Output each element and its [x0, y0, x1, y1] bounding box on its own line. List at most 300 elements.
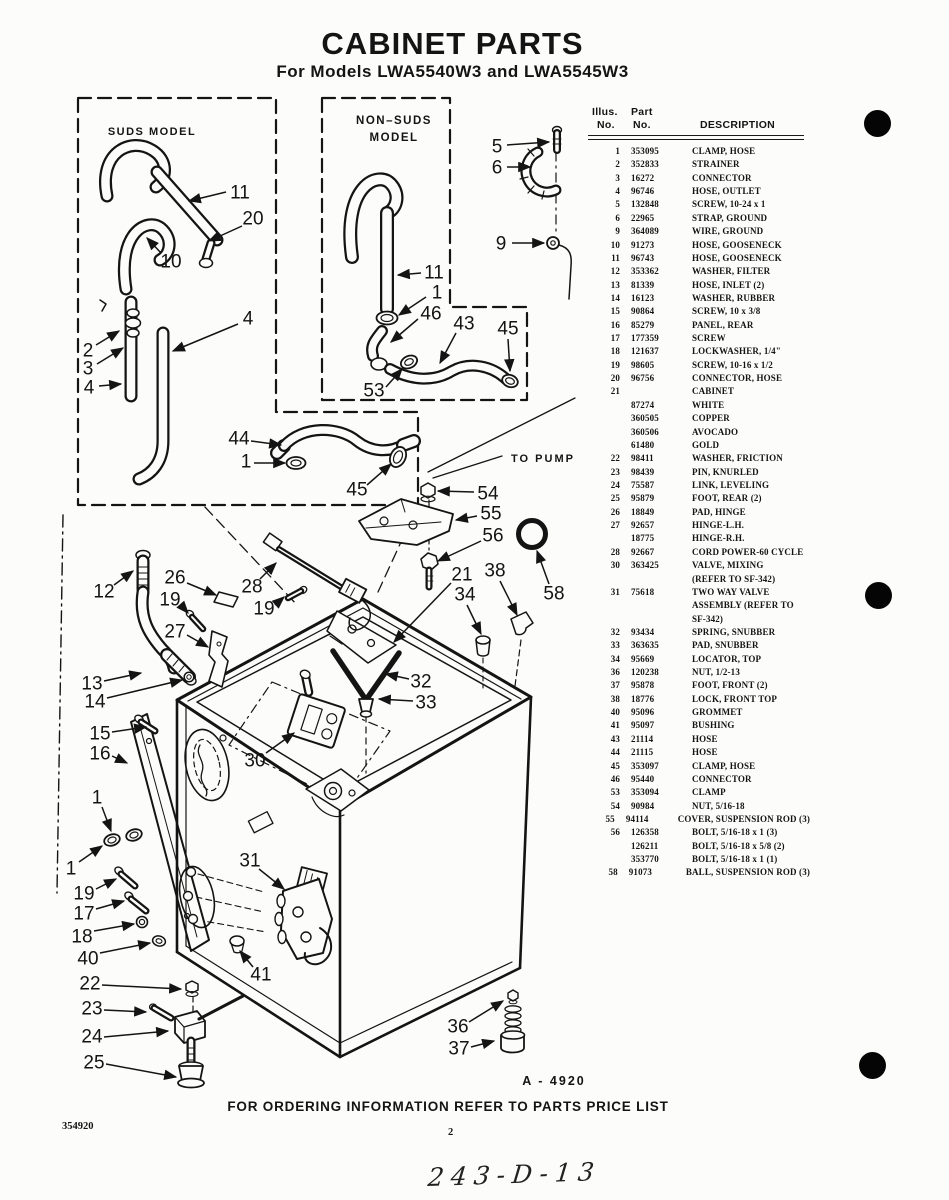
part-no-cell: 21114 — [631, 733, 654, 744]
illus-no-cell: 37 — [610, 680, 620, 691]
description-cell: CLAMP — [692, 787, 726, 798]
illus-no-cell: 3 — [615, 172, 620, 183]
parts-row — [588, 626, 810, 639]
illus-no-cell: 32 — [610, 626, 620, 637]
tube-inner — [403, 441, 414, 445]
callout-leader-1 — [102, 807, 111, 831]
parts-row — [588, 426, 810, 439]
callout-leader-24 — [104, 1031, 168, 1037]
callout-leader-22 — [102, 985, 181, 989]
callout-number-21: 21 — [451, 564, 473, 586]
description-cell: BOLT, 5/16-18 x 1 (3) — [692, 827, 778, 838]
page-number: 2 — [448, 1127, 454, 1138]
callout-leader-30 — [266, 733, 294, 753]
illus-no-cell: 4 — [615, 186, 620, 197]
description-cell: CONNECTOR — [692, 172, 752, 183]
illus-no-cell: 44 — [610, 747, 620, 758]
callout-number-31: 31 — [239, 850, 261, 872]
parts-row — [588, 452, 810, 465]
callout-leader-1 — [79, 846, 102, 862]
mixing-valve — [281, 669, 353, 748]
part-no-cell: 90864 — [631, 306, 655, 317]
part-no-cell: 96743 — [631, 252, 655, 263]
illus-no-cell: 23 — [610, 466, 620, 477]
parts-row — [588, 305, 810, 318]
description-cell: SCREW, 10-24 x 1 — [692, 199, 766, 210]
diagram-label: SUDS MODEL — [107, 126, 197, 138]
parts-row — [588, 733, 810, 746]
callout-number-10: 10 — [160, 251, 182, 273]
parts-row — [588, 439, 810, 452]
callout-number-34: 34 — [454, 584, 476, 606]
document-number: 354920 — [62, 1121, 94, 1132]
description-cell: COVER, SUSPENSION ROD (3) — [677, 813, 810, 824]
description-cell: SPRING, SNUBBER — [692, 626, 776, 637]
description-cell: LINK, LEVELING — [692, 479, 770, 490]
part-no-cell: 22965 — [631, 212, 655, 223]
callout-leader-27 — [187, 635, 208, 647]
part-no-cell: 98605 — [631, 359, 655, 370]
callout-leader-26 — [187, 583, 216, 595]
description-cell: STRAP, GROUND — [692, 212, 768, 223]
diagram-label: TO PUMP — [511, 453, 575, 465]
description-cell: FOOT, REAR (2) — [692, 493, 762, 504]
callout-number-26: 26 — [164, 567, 186, 589]
illus-no-cell — [588, 573, 620, 586]
illus-no-cell — [588, 599, 620, 612]
callout-number-30: 30 — [244, 750, 266, 772]
callout-leader-2 — [96, 331, 119, 345]
part-no-cell — [620, 573, 687, 586]
illus-no-cell: 28 — [610, 546, 620, 557]
illus-no-cell: 11 — [611, 252, 620, 263]
description-cell: HINGE-L.H. — [692, 520, 745, 531]
description-cell: WASHER, FILTER — [692, 266, 771, 277]
callout-number-13: 13 — [81, 673, 103, 695]
illus-no-cell: 16 — [610, 319, 620, 330]
callout-leader-18 — [94, 924, 134, 931]
part-no-cell: 93434 — [631, 626, 655, 637]
callout-leader-31 — [259, 869, 284, 889]
part-no-cell: 95097 — [631, 720, 655, 731]
callout-leader-4 — [173, 324, 238, 351]
illus-no-cell: 55 — [605, 813, 615, 824]
parts-row — [588, 559, 810, 572]
illus-no-cell: 27 — [610, 520, 620, 531]
illus-no-cell: 10 — [610, 239, 620, 250]
part-no-cell: 95669 — [631, 653, 655, 664]
illus-no-cell — [588, 412, 620, 425]
illus-no-cell: 17 — [610, 333, 620, 344]
part-no-cell: 96746 — [631, 186, 655, 197]
parts-row — [588, 532, 810, 545]
callout-leader-11 — [398, 273, 421, 275]
description-cell: NUT, 1/2-13 — [692, 667, 740, 678]
callout-number-56: 56 — [482, 525, 504, 547]
parts-row — [588, 385, 810, 398]
callout-number-54: 54 — [477, 483, 499, 505]
callout-number-43: 43 — [453, 313, 475, 335]
part-no-cell: 96756 — [631, 373, 655, 384]
cabinet-shell — [174, 599, 531, 1057]
description-cell: CLAMP, HOSE — [692, 760, 756, 771]
description-cell: SCREW, 10 x 3/8 — [692, 306, 761, 317]
ground-strap-parts — [520, 127, 571, 300]
illus-no-cell: 31 — [610, 586, 620, 597]
illus-no-cell: 1 — [615, 146, 620, 156]
callout-leader-54 — [438, 491, 474, 492]
callout-number-1: 1 — [431, 282, 443, 304]
parts-row — [588, 693, 810, 706]
part-no-cell: 121637 — [631, 346, 659, 357]
parts-row — [588, 212, 810, 225]
parts-row — [588, 466, 810, 479]
description-cell: CONNECTOR, HOSE — [692, 373, 783, 384]
part-no-cell: 87274 — [631, 399, 655, 410]
part-no-cell: 126358 — [631, 827, 659, 838]
callout-leader-34 — [467, 605, 481, 634]
part-no-cell: 85279 — [631, 319, 655, 330]
callout-leader-13 — [104, 673, 141, 681]
parts-table — [588, 106, 810, 880]
pump-hose-assembly — [277, 430, 414, 470]
header-rule — [588, 135, 804, 140]
part-no-cell: 92657 — [631, 520, 655, 531]
callout-number-37: 37 — [448, 1038, 470, 1060]
description-cell: CLAMP, HOSE — [692, 146, 756, 156]
illus-no-cell: 45 — [610, 760, 620, 771]
callout-leader-55 — [456, 516, 477, 520]
callout-number-1: 1 — [240, 451, 252, 473]
callout-leader-45 — [508, 339, 510, 371]
part-no-cell: 18776 — [631, 693, 655, 704]
parts-row — [588, 573, 810, 586]
parts-row — [588, 252, 810, 265]
parts-row — [588, 599, 810, 612]
illus-no-cell: 34 — [610, 653, 620, 664]
description-cell: CORD POWER-60 CYCLE — [692, 546, 804, 557]
callout-number-36: 36 — [447, 1016, 469, 1038]
parts-row — [588, 706, 810, 719]
parts-row — [588, 198, 810, 211]
callout-number-40: 40 — [77, 948, 99, 970]
description-cell: BUSHING — [692, 720, 735, 731]
parts-row — [588, 613, 810, 626]
description-cell: LOCATOR, TOP — [692, 653, 762, 664]
illus-no-cell: 5 — [615, 199, 620, 210]
illus-no-cell: 13 — [610, 279, 620, 290]
callout-number-53: 53 — [363, 380, 385, 402]
illus-no-cell: 20 — [610, 373, 620, 384]
illus-no-header: No. — [597, 119, 615, 131]
part-no-cell: 353770 — [631, 854, 659, 865]
callout-number-11: 11 — [424, 262, 444, 284]
illus-no-cell: 6 — [615, 212, 620, 223]
parts-row — [588, 158, 810, 171]
description-cell: LOCK, FRONT TOP — [692, 693, 778, 704]
illus-no-cell: 46 — [610, 773, 620, 784]
part-no-cell: 95879 — [631, 493, 655, 504]
diagram-label: A - 4920 — [522, 1074, 586, 1088]
illus-no-cell: 9 — [615, 226, 620, 237]
parts-row — [588, 345, 810, 358]
parts-row — [588, 185, 810, 198]
part-no-cell: 18849 — [631, 506, 655, 517]
parts-row — [588, 372, 810, 385]
illus-no-cell: 2 — [615, 159, 620, 170]
description-cell: GOLD — [692, 439, 720, 450]
illus-no-cell: 19 — [610, 359, 620, 370]
part-no-cell: 81339 — [631, 279, 655, 290]
part-no-cell: 352833 — [631, 159, 659, 170]
description-cell: FOOT, FRONT (2) — [692, 680, 768, 691]
callout-leader-32 — [386, 674, 409, 679]
parts-row — [588, 760, 810, 773]
parts-table-header-line1 — [588, 106, 810, 119]
description-cell: VALVE, MIXING — [692, 560, 764, 571]
callout-number-9: 9 — [495, 233, 507, 255]
parts-row — [588, 145, 810, 158]
part-no-cell: 95440 — [631, 773, 655, 784]
description-cell: GROMMET — [692, 707, 743, 718]
callout-leader-19 — [181, 605, 188, 613]
part-no-cell: 98411 — [631, 453, 654, 464]
part-no-cell: 120238 — [631, 667, 659, 678]
callout-leader-40 — [100, 943, 150, 953]
suds-hoses — [100, 145, 217, 479]
parts-table-rows — [588, 145, 810, 880]
parts-row — [588, 746, 810, 759]
parts-row — [588, 519, 810, 532]
illus-no-cell: 38 — [610, 693, 620, 704]
description-cell: SCREW — [692, 333, 726, 344]
callout-number-5: 5 — [491, 136, 503, 158]
illus-no-cell: 58 — [608, 867, 618, 878]
description-cell: WASHER, FRICTION — [692, 453, 783, 464]
registration-dot — [859, 1052, 886, 1079]
description-cell: STRAINER — [692, 159, 740, 170]
illus-no-cell: 12 — [610, 266, 620, 277]
diagram-label: MODEL — [369, 132, 419, 144]
part-no-cell: 353097 — [631, 760, 659, 771]
illus-no-cell: 22 — [610, 453, 620, 464]
front-foot-spring — [501, 990, 525, 1053]
parts-row — [588, 279, 810, 292]
callout-number-55: 55 — [480, 503, 502, 525]
description-cell: HOSE — [692, 733, 718, 744]
description-cell: PAD, HINGE — [692, 506, 746, 517]
parts-row — [588, 719, 810, 732]
parts-row — [588, 586, 810, 599]
illus-no-cell — [588, 399, 620, 412]
part-no-cell: 16123 — [631, 292, 655, 303]
parts-row — [588, 653, 810, 666]
description-cell: HOSE, INLET (2) — [692, 279, 765, 290]
callout-number-20: 20 — [242, 208, 264, 230]
part-no-cell — [620, 613, 687, 626]
part-no-cell: 75587 — [631, 479, 655, 490]
callout-leader-16 — [112, 756, 127, 763]
part-no-cell: 18775 — [631, 533, 655, 544]
callout-leader-3 — [97, 348, 123, 364]
part-no-cell: 126211 — [631, 840, 659, 851]
description-cell: ASSEMBLY (REFER TO — [692, 600, 794, 611]
part-no-cell: 360506 — [631, 426, 659, 437]
parts-row — [588, 412, 810, 425]
parts-row — [588, 292, 810, 305]
callout-number-28: 28 — [241, 576, 263, 598]
part-no-cell: 91273 — [631, 239, 655, 250]
parts-row — [588, 225, 810, 238]
part-no-cell: 360505 — [631, 413, 659, 424]
part-no-cell: 98439 — [631, 466, 655, 477]
callout-leader-38 — [500, 581, 517, 615]
parts-row — [588, 332, 810, 345]
illus-no-cell: 53 — [610, 787, 620, 798]
description-cell: HOSE — [692, 747, 718, 758]
description-cell: CONNECTOR — [692, 773, 752, 784]
callout-leader-33 — [379, 699, 413, 701]
callout-number-1: 1 — [65, 858, 77, 880]
parts-row — [588, 239, 810, 252]
callout-number-3: 3 — [82, 358, 94, 380]
callout-number-25: 25 — [83, 1052, 105, 1074]
parts-row — [588, 840, 810, 853]
diagram-label: NON–SUDS — [356, 115, 432, 127]
ordering-note: FOR ORDERING INFORMATION REFER TO PARTS PRICE LIST — [227, 1099, 669, 1114]
callout-number-45: 45 — [497, 318, 519, 340]
part-header: Part — [631, 106, 653, 118]
callout-number-45: 45 — [346, 479, 368, 501]
illus-no-cell: 25 — [610, 493, 620, 504]
tube-inner — [279, 549, 344, 589]
callout-number-11: 11 — [230, 182, 250, 204]
part-no-cell: 16272 — [631, 172, 655, 183]
part-no-cell — [620, 599, 687, 612]
illus-no-cell — [588, 532, 620, 545]
part-no-cell: 353362 — [631, 266, 659, 277]
description-cell: PIN, KNURLED — [692, 466, 759, 477]
parts-row — [588, 826, 810, 839]
part-no-cell: 92667 — [631, 546, 655, 557]
illus-no-cell: 21 — [610, 386, 620, 397]
callout-number-58: 58 — [543, 583, 565, 605]
callout-leader-45 — [367, 464, 391, 485]
callout-number-38: 38 — [484, 560, 506, 582]
callout-number-18: 18 — [71, 926, 93, 948]
part-no-cell: 21115 — [631, 747, 654, 758]
part-no-header: No. — [633, 119, 651, 131]
callout-number-44: 44 — [228, 428, 250, 450]
two-way-valve-assembly — [230, 867, 332, 964]
description-cell: HOSE, GOOSENECK — [692, 252, 782, 263]
parts-row — [588, 800, 810, 813]
description-header: DESCRIPTION — [700, 119, 776, 131]
callout-leader-37 — [471, 1041, 494, 1047]
callout-leader-12 — [114, 571, 133, 585]
callout-number-16: 16 — [89, 743, 111, 765]
parts-row — [588, 813, 810, 826]
callout-number-19: 19 — [73, 883, 95, 905]
part-no-cell: 364089 — [631, 226, 659, 237]
part-no-cell — [620, 385, 687, 398]
callout-leader-58 — [537, 551, 549, 584]
description-cell: COPPER — [692, 413, 730, 424]
callout-number-32: 32 — [410, 671, 432, 693]
callout-leader-11 — [189, 192, 226, 201]
parts-row — [588, 786, 810, 799]
illus-no-cell: 18 — [610, 346, 620, 357]
callout-number-17: 17 — [73, 903, 95, 925]
part-no-cell: 353095 — [631, 146, 659, 156]
parts-row — [588, 639, 810, 652]
tube-inner — [139, 333, 163, 479]
illus-no-cell: 30 — [610, 560, 620, 571]
description-cell: PAD, SNUBBER — [692, 640, 759, 651]
part-no-cell: 95878 — [631, 680, 655, 691]
description-cell: HOSE, GOOSENECK — [692, 239, 782, 250]
illus-header: Illus. — [592, 106, 618, 118]
description-cell: WHITE — [692, 399, 725, 410]
callout-number-23: 23 — [81, 998, 103, 1020]
description-cell: NUT, 5/16-18 — [692, 800, 745, 811]
description-cell: PANEL, REAR — [692, 319, 754, 330]
callout-leader-19 — [96, 879, 116, 889]
callout-number-41: 41 — [250, 964, 272, 986]
parts-row — [588, 773, 810, 786]
parts-row — [588, 853, 810, 866]
description-cell: WASHER, RUBBER — [692, 292, 776, 303]
illus-no-cell: 56 — [610, 827, 620, 838]
callout-leader-25 — [106, 1064, 176, 1077]
rear-panel — [131, 714, 209, 951]
illus-no-cell: 41 — [610, 720, 620, 731]
illus-no-cell: 14 — [610, 292, 620, 303]
callout-leader-43 — [440, 333, 456, 363]
description-cell: BOLT, 5/16-18 x 5/8 (2) — [692, 840, 785, 851]
parts-row — [588, 265, 810, 278]
part-no-cell: 75618 — [631, 586, 655, 597]
callout-leader-14 — [107, 680, 182, 698]
part-no-cell: 132848 — [631, 199, 659, 210]
illus-no-cell: 54 — [610, 800, 620, 811]
part-no-cell: 95096 — [631, 707, 655, 718]
callout-leader-56 — [438, 541, 481, 561]
description-cell: BALL, SUSPENSION ROD (3) — [685, 867, 810, 878]
illus-no-cell: 26 — [610, 506, 620, 517]
description-cell: BOLT, 5/16-18 x 1 (1) — [692, 854, 778, 865]
illus-no-cell — [588, 426, 620, 439]
callout-number-33: 33 — [415, 692, 437, 714]
parts-row — [588, 866, 810, 879]
parts-row — [588, 546, 810, 559]
callout-leader-44 — [251, 441, 281, 445]
part-no-cell: 363635 — [631, 640, 659, 651]
page-subtitle: For Models LWA5540W3 and LWA5545W3 — [276, 62, 629, 81]
callout-number-22: 22 — [79, 973, 101, 995]
parts-row — [588, 679, 810, 692]
parts-row — [588, 172, 810, 185]
description-cell: CABINET — [692, 386, 735, 397]
description-cell: HOSE, OUTLET — [692, 186, 761, 197]
description-cell: SCREW, 10-16 x 1/2 — [692, 359, 773, 370]
handwritten-code: 243-D-13 — [426, 1156, 603, 1193]
callout-number-6: 6 — [491, 157, 503, 179]
illus-no-cell: 40 — [610, 707, 620, 718]
illus-no-cell — [588, 853, 620, 866]
callout-number-1: 1 — [91, 787, 103, 809]
callout-leader-23 — [104, 1010, 146, 1012]
